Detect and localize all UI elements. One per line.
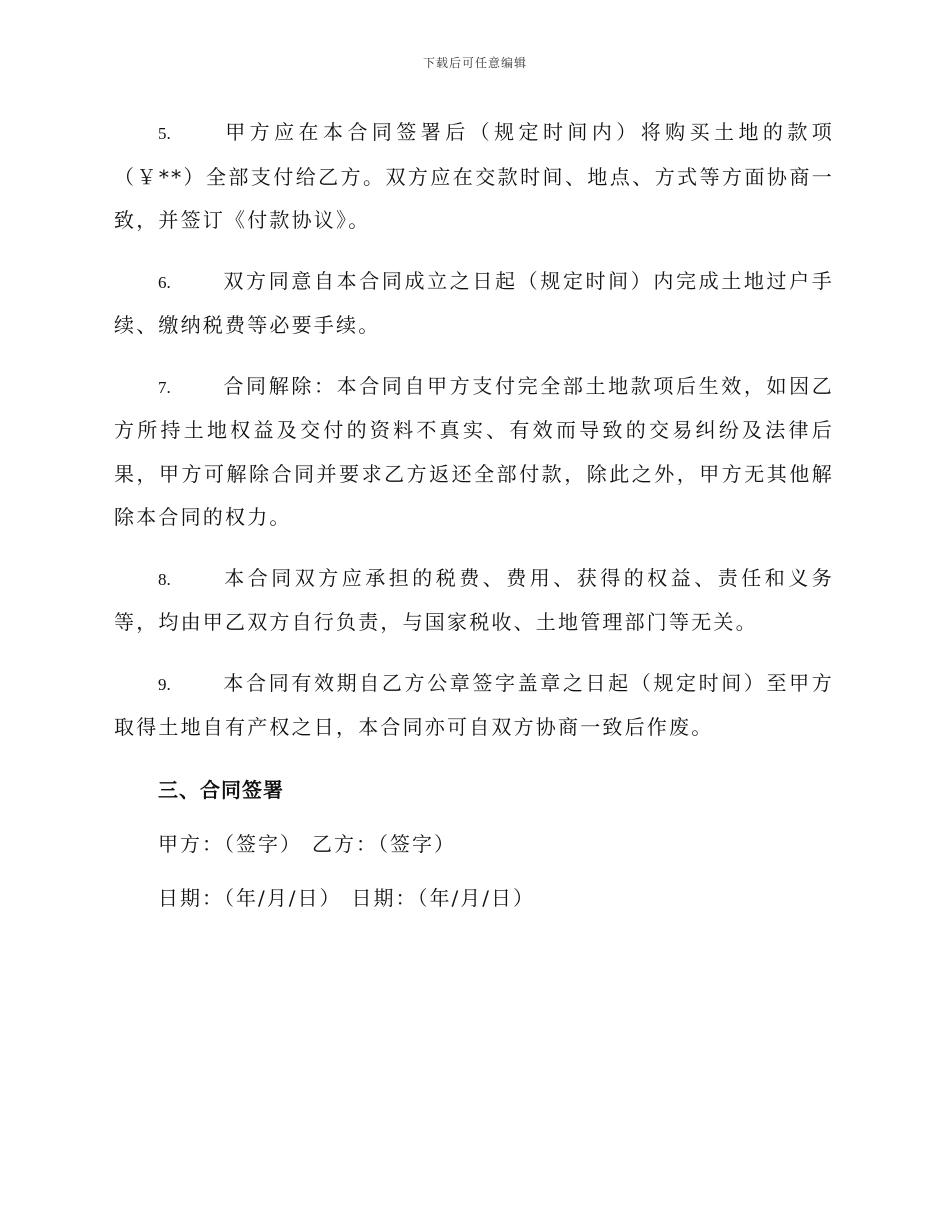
date-a-value: （年/月/日） [224, 885, 342, 910]
party-a-label: 甲方： [158, 831, 224, 856]
clause-7 [114, 365, 834, 540]
party-a-signature: （签字） [224, 831, 302, 856]
signature-line [158, 821, 834, 867]
clause-number: 6. [158, 272, 171, 292]
clause-text: 甲方应在本合同签署后（规定时间内）将购买土地的款项（￥**）全部支付给乙方。双方应在交款时间、地点、方式等方面协商一致，并签订《付款协议》。 [114, 120, 834, 232]
date-line [158, 875, 834, 921]
clause-8 [114, 557, 834, 645]
clause-text: 本合同有效期自乙方公章签字盖章之日起（规定时间）至甲方取得土地自有产权之日，本合同亦可自双方协商一致后作废。 [114, 670, 834, 739]
clause-text: 本合同双方应承担的税费、费用、获得的权益、责任和义务等，均由甲乙双方自行负责，与国家税收、土地管理部门等无关。 [114, 565, 834, 634]
date-b-label: 日期： [351, 885, 418, 910]
clause-number: 7. [158, 377, 171, 397]
clause-number: 8. [158, 569, 171, 589]
clause-text: 双方同意自本合同成立之日起（规定时间）内完成土地过户手续、缴纳税费等必要手续。 [114, 268, 834, 337]
party-b-signature: （签字） [378, 831, 456, 856]
clause-9 [114, 662, 834, 750]
clause-number: 9. [158, 674, 171, 694]
date-a-label: 日期： [158, 885, 224, 910]
party-b-label: 乙方： [312, 831, 378, 856]
clause-text: 合同解除：本合同自甲方支付完全部土地款项后生效，如因乙方所持土地权益及交付的资料不真实、有效而导致的交易纠纷及法律后果，甲方可解除合同并要求乙方返还全部付款，除此之外，甲方无其他解除本合同的权力。 [114, 373, 834, 529]
header-note: 下载后可任意编辑 [422, 56, 527, 70]
clause-5 [114, 111, 834, 243]
document-body [114, 111, 834, 929]
date-b-value: （年/月/日） [417, 885, 535, 910]
clause-6 [114, 260, 834, 348]
clause-number: 5. [158, 124, 171, 143]
section-title: 三、合同签署 [158, 777, 284, 802]
